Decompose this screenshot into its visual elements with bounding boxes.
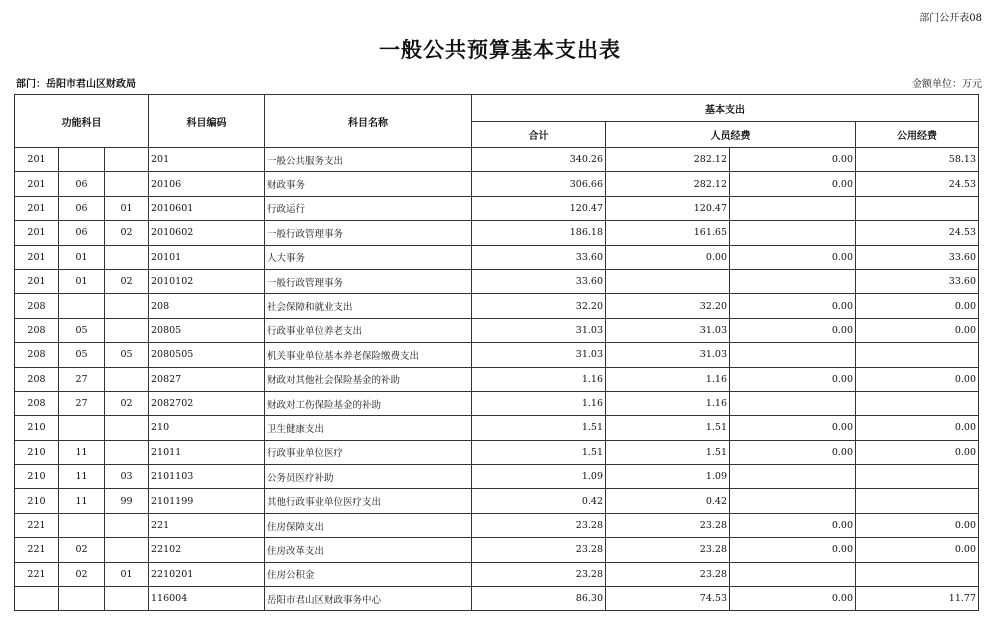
cell-subject-code: 2010602 <box>149 221 265 245</box>
cell-subject-name: 住房公积金 <box>265 562 472 586</box>
cell-subject-name: 一般公共服务支出 <box>265 148 472 172</box>
cell-public: 0.00 <box>856 294 979 318</box>
cell-total: 1.09 <box>472 465 606 489</box>
cell-func-class: 210 <box>15 440 59 464</box>
page-title: 一般公共预算基本支出表 <box>379 37 621 62</box>
cell-public: 0.00 <box>856 538 979 562</box>
header-public: 公用经费 <box>856 122 979 148</box>
cell-func-section: 06 <box>59 172 105 196</box>
cell-public: 0.00 <box>856 513 979 537</box>
cell-subject-code: 22102 <box>149 538 265 562</box>
cell-func-item: 02 <box>105 269 149 293</box>
table-row <box>15 148 979 172</box>
table-row <box>15 489 979 513</box>
cell-public: 0.00 <box>856 318 979 342</box>
cell-func-section: 05 <box>59 343 105 367</box>
cell-func-class: 201 <box>15 148 59 172</box>
cell-personnel-extra <box>730 196 856 220</box>
cell-public <box>856 391 979 415</box>
cell-public: 58.13 <box>856 148 979 172</box>
table-row <box>15 440 979 464</box>
cell-total: 31.03 <box>472 343 606 367</box>
cell-personnel-extra: 0.00 <box>730 416 856 440</box>
cell-func-section <box>59 294 105 318</box>
cell-personnel: 161.65 <box>606 221 730 245</box>
cell-personnel-extra <box>730 221 856 245</box>
cell-personnel: 23.28 <box>606 538 730 562</box>
cell-func-section: 05 <box>59 318 105 342</box>
cell-func-class: 221 <box>15 562 59 586</box>
cell-func-section: 27 <box>59 391 105 415</box>
table-row <box>15 294 979 318</box>
table-row <box>15 562 979 586</box>
cell-subject-name: 一般行政管理事务 <box>265 221 472 245</box>
cell-func-item: 99 <box>105 489 149 513</box>
table-row <box>15 538 979 562</box>
cell-total: 1.51 <box>472 440 606 464</box>
cell-personnel-extra: 0.00 <box>730 367 856 391</box>
cell-total: 32.20 <box>472 294 606 318</box>
cell-public: 0.00 <box>856 367 979 391</box>
cell-public <box>856 196 979 220</box>
cell-subject-code: 2101199 <box>149 489 265 513</box>
cell-public <box>856 465 979 489</box>
cell-personnel-extra <box>730 562 856 586</box>
cell-subject-name: 行政运行 <box>265 196 472 220</box>
cell-func-class: 208 <box>15 367 59 391</box>
table-row <box>15 269 979 293</box>
cell-personnel: 32.20 <box>606 294 730 318</box>
cell-func-section <box>59 148 105 172</box>
cell-personnel-extra: 0.00 <box>730 440 856 464</box>
cell-public: 24.53 <box>856 172 979 196</box>
table-code-label: 部门公开表08 <box>919 13 982 24</box>
cell-func-section: 01 <box>59 269 105 293</box>
cell-personnel: 74.53 <box>606 587 730 611</box>
cell-func-class: 201 <box>15 196 59 220</box>
table-row <box>15 391 979 415</box>
cell-personnel-extra <box>730 269 856 293</box>
cell-total: 31.03 <box>472 318 606 342</box>
cell-func-class: 210 <box>15 416 59 440</box>
cell-personnel: 282.12 <box>606 148 730 172</box>
cell-personnel: 120.47 <box>606 196 730 220</box>
cell-subject-name: 财政事务 <box>265 172 472 196</box>
cell-total: 340.26 <box>472 148 606 172</box>
cell-total: 86.30 <box>472 587 606 611</box>
unit-label: 金额单位：万元 <box>912 79 982 90</box>
cell-func-section: 06 <box>59 221 105 245</box>
cell-personnel-extra: 0.00 <box>730 318 856 342</box>
cell-personnel <box>606 269 730 293</box>
cell-subject-name: 财政对工伤保险基金的补助 <box>265 391 472 415</box>
cell-subject-name: 公务员医疗补助 <box>265 465 472 489</box>
cell-total: 1.16 <box>472 367 606 391</box>
header-total: 合计 <box>472 122 606 148</box>
cell-subject-name: 行政事业单位医疗 <box>265 440 472 464</box>
expenditure-table <box>14 94 979 611</box>
header-basic-expenditure: 基本支出 <box>472 95 979 122</box>
cell-personnel-extra: 0.00 <box>730 148 856 172</box>
cell-subject-code: 20805 <box>149 318 265 342</box>
cell-personnel: 0.00 <box>606 245 730 269</box>
cell-subject-name: 住房保障支出 <box>265 513 472 537</box>
header-subject-code: 科目编码 <box>149 95 265 148</box>
table-row <box>15 465 979 489</box>
cell-personnel-extra: 0.00 <box>730 513 856 537</box>
cell-func-section: 11 <box>59 489 105 513</box>
cell-subject-name: 人大事务 <box>265 245 472 269</box>
cell-total: 0.42 <box>472 489 606 513</box>
cell-subject-code: 20106 <box>149 172 265 196</box>
cell-total: 33.60 <box>472 245 606 269</box>
cell-subject-name: 一般行政管理事务 <box>265 269 472 293</box>
cell-subject-code: 2210201 <box>149 562 265 586</box>
cell-personnel: 0.42 <box>606 489 730 513</box>
cell-personnel: 23.28 <box>606 562 730 586</box>
cell-subject-code: 2082702 <box>149 391 265 415</box>
cell-total: 1.51 <box>472 416 606 440</box>
cell-func-item <box>105 318 149 342</box>
cell-public <box>856 562 979 586</box>
cell-personnel: 23.28 <box>606 513 730 537</box>
cell-total: 23.28 <box>472 538 606 562</box>
cell-func-item <box>105 538 149 562</box>
table-row <box>15 367 979 391</box>
header-personnel: 人员经费 <box>606 122 856 148</box>
cell-personnel-extra <box>730 391 856 415</box>
cell-subject-code: 20827 <box>149 367 265 391</box>
cell-func-class: 221 <box>15 538 59 562</box>
cell-total: 1.16 <box>472 391 606 415</box>
cell-func-item: 01 <box>105 196 149 220</box>
cell-func-item: 01 <box>105 562 149 586</box>
cell-public: 33.60 <box>856 269 979 293</box>
cell-personnel-extra: 0.00 <box>730 538 856 562</box>
cell-func-class: 208 <box>15 343 59 367</box>
cell-subject-code: 21011 <box>149 440 265 464</box>
cell-func-item <box>105 513 149 537</box>
cell-personnel-extra: 0.00 <box>730 172 856 196</box>
cell-func-section: 01 <box>59 245 105 269</box>
cell-func-item <box>105 587 149 611</box>
cell-public <box>856 489 979 513</box>
cell-func-item <box>105 148 149 172</box>
cell-personnel: 1.09 <box>606 465 730 489</box>
cell-func-item: 02 <box>105 391 149 415</box>
cell-func-class: 201 <box>15 245 59 269</box>
cell-personnel-extra: 0.00 <box>730 294 856 318</box>
cell-personnel: 1.16 <box>606 367 730 391</box>
cell-func-item <box>105 416 149 440</box>
cell-total: 120.47 <box>472 196 606 220</box>
cell-personnel: 31.03 <box>606 318 730 342</box>
table-row <box>15 172 979 196</box>
cell-public: 24.53 <box>856 221 979 245</box>
cell-func-class: 201 <box>15 269 59 293</box>
cell-personnel-extra <box>730 343 856 367</box>
cell-func-section <box>59 587 105 611</box>
cell-public: 0.00 <box>856 440 979 464</box>
cell-subject-code: 116004 <box>149 587 265 611</box>
cell-personnel: 1.16 <box>606 391 730 415</box>
cell-func-class: 201 <box>15 172 59 196</box>
cell-subject-name: 财政对其他社会保险基金的补助 <box>265 367 472 391</box>
cell-func-item <box>105 367 149 391</box>
cell-subject-code: 221 <box>149 513 265 537</box>
cell-subject-code: 2010601 <box>149 196 265 220</box>
cell-subject-code: 2080505 <box>149 343 265 367</box>
cell-subject-code: 208 <box>149 294 265 318</box>
cell-subject-code: 20101 <box>149 245 265 269</box>
cell-func-class: 201 <box>15 221 59 245</box>
cell-subject-code: 201 <box>149 148 265 172</box>
cell-func-item <box>105 172 149 196</box>
cell-public: 11.77 <box>856 587 979 611</box>
cell-total: 33.60 <box>472 269 606 293</box>
cell-total: 23.28 <box>472 513 606 537</box>
cell-personnel-extra <box>730 489 856 513</box>
header-func-subject: 功能科目 <box>15 95 149 148</box>
table-row <box>15 416 979 440</box>
cell-func-class <box>15 587 59 611</box>
cell-func-item <box>105 294 149 318</box>
cell-subject-name: 其他行政事业单位医疗支出 <box>265 489 472 513</box>
cell-func-section: 02 <box>59 562 105 586</box>
cell-total: 23.28 <box>472 562 606 586</box>
cell-subject-name: 岳阳市君山区财政事务中心 <box>265 587 472 611</box>
cell-func-class: 208 <box>15 294 59 318</box>
cell-func-item: 03 <box>105 465 149 489</box>
cell-func-section: 11 <box>59 440 105 464</box>
table-row <box>15 245 979 269</box>
cell-total: 186.18 <box>472 221 606 245</box>
cell-func-section <box>59 416 105 440</box>
cell-subject-name: 机关事业单位基本养老保险缴费支出 <box>265 343 472 367</box>
table-row <box>15 196 979 220</box>
cell-personnel-extra: 0.00 <box>730 245 856 269</box>
cell-public: 0.00 <box>856 416 979 440</box>
cell-func-class: 208 <box>15 318 59 342</box>
cell-func-section <box>59 513 105 537</box>
cell-func-class: 221 <box>15 513 59 537</box>
cell-func-item: 02 <box>105 221 149 245</box>
cell-func-class: 210 <box>15 465 59 489</box>
cell-func-item <box>105 245 149 269</box>
cell-func-section: 02 <box>59 538 105 562</box>
cell-public <box>856 343 979 367</box>
cell-func-section: 11 <box>59 465 105 489</box>
table-body <box>15 148 979 611</box>
department-label: 部门：岳阳市君山区财政局 <box>16 79 136 90</box>
cell-subject-name: 行政事业单位养老支出 <box>265 318 472 342</box>
cell-personnel: 1.51 <box>606 416 730 440</box>
cell-personnel: 31.03 <box>606 343 730 367</box>
header-subject-name: 科目名称 <box>265 95 472 148</box>
cell-func-section: 06 <box>59 196 105 220</box>
cell-subject-code: 2010102 <box>149 269 265 293</box>
cell-func-item: 05 <box>105 343 149 367</box>
cell-personnel-extra <box>730 465 856 489</box>
cell-total: 306.66 <box>472 172 606 196</box>
cell-public: 33.60 <box>856 245 979 269</box>
cell-func-class: 208 <box>15 391 59 415</box>
cell-personnel: 1.51 <box>606 440 730 464</box>
cell-subject-name: 住房改革支出 <box>265 538 472 562</box>
cell-personnel: 282.12 <box>606 172 730 196</box>
cell-personnel-extra: 0.00 <box>730 587 856 611</box>
cell-func-item <box>105 440 149 464</box>
cell-func-class: 210 <box>15 489 59 513</box>
cell-subject-name: 社会保障和就业支出 <box>265 294 472 318</box>
cell-func-section: 27 <box>59 367 105 391</box>
cell-subject-code: 2101103 <box>149 465 265 489</box>
table-row <box>15 318 979 342</box>
table-row <box>15 513 979 537</box>
table-row <box>15 587 979 611</box>
table-row <box>15 221 979 245</box>
cell-subject-code: 210 <box>149 416 265 440</box>
table-row <box>15 343 979 367</box>
cell-subject-name: 卫生健康支出 <box>265 416 472 440</box>
